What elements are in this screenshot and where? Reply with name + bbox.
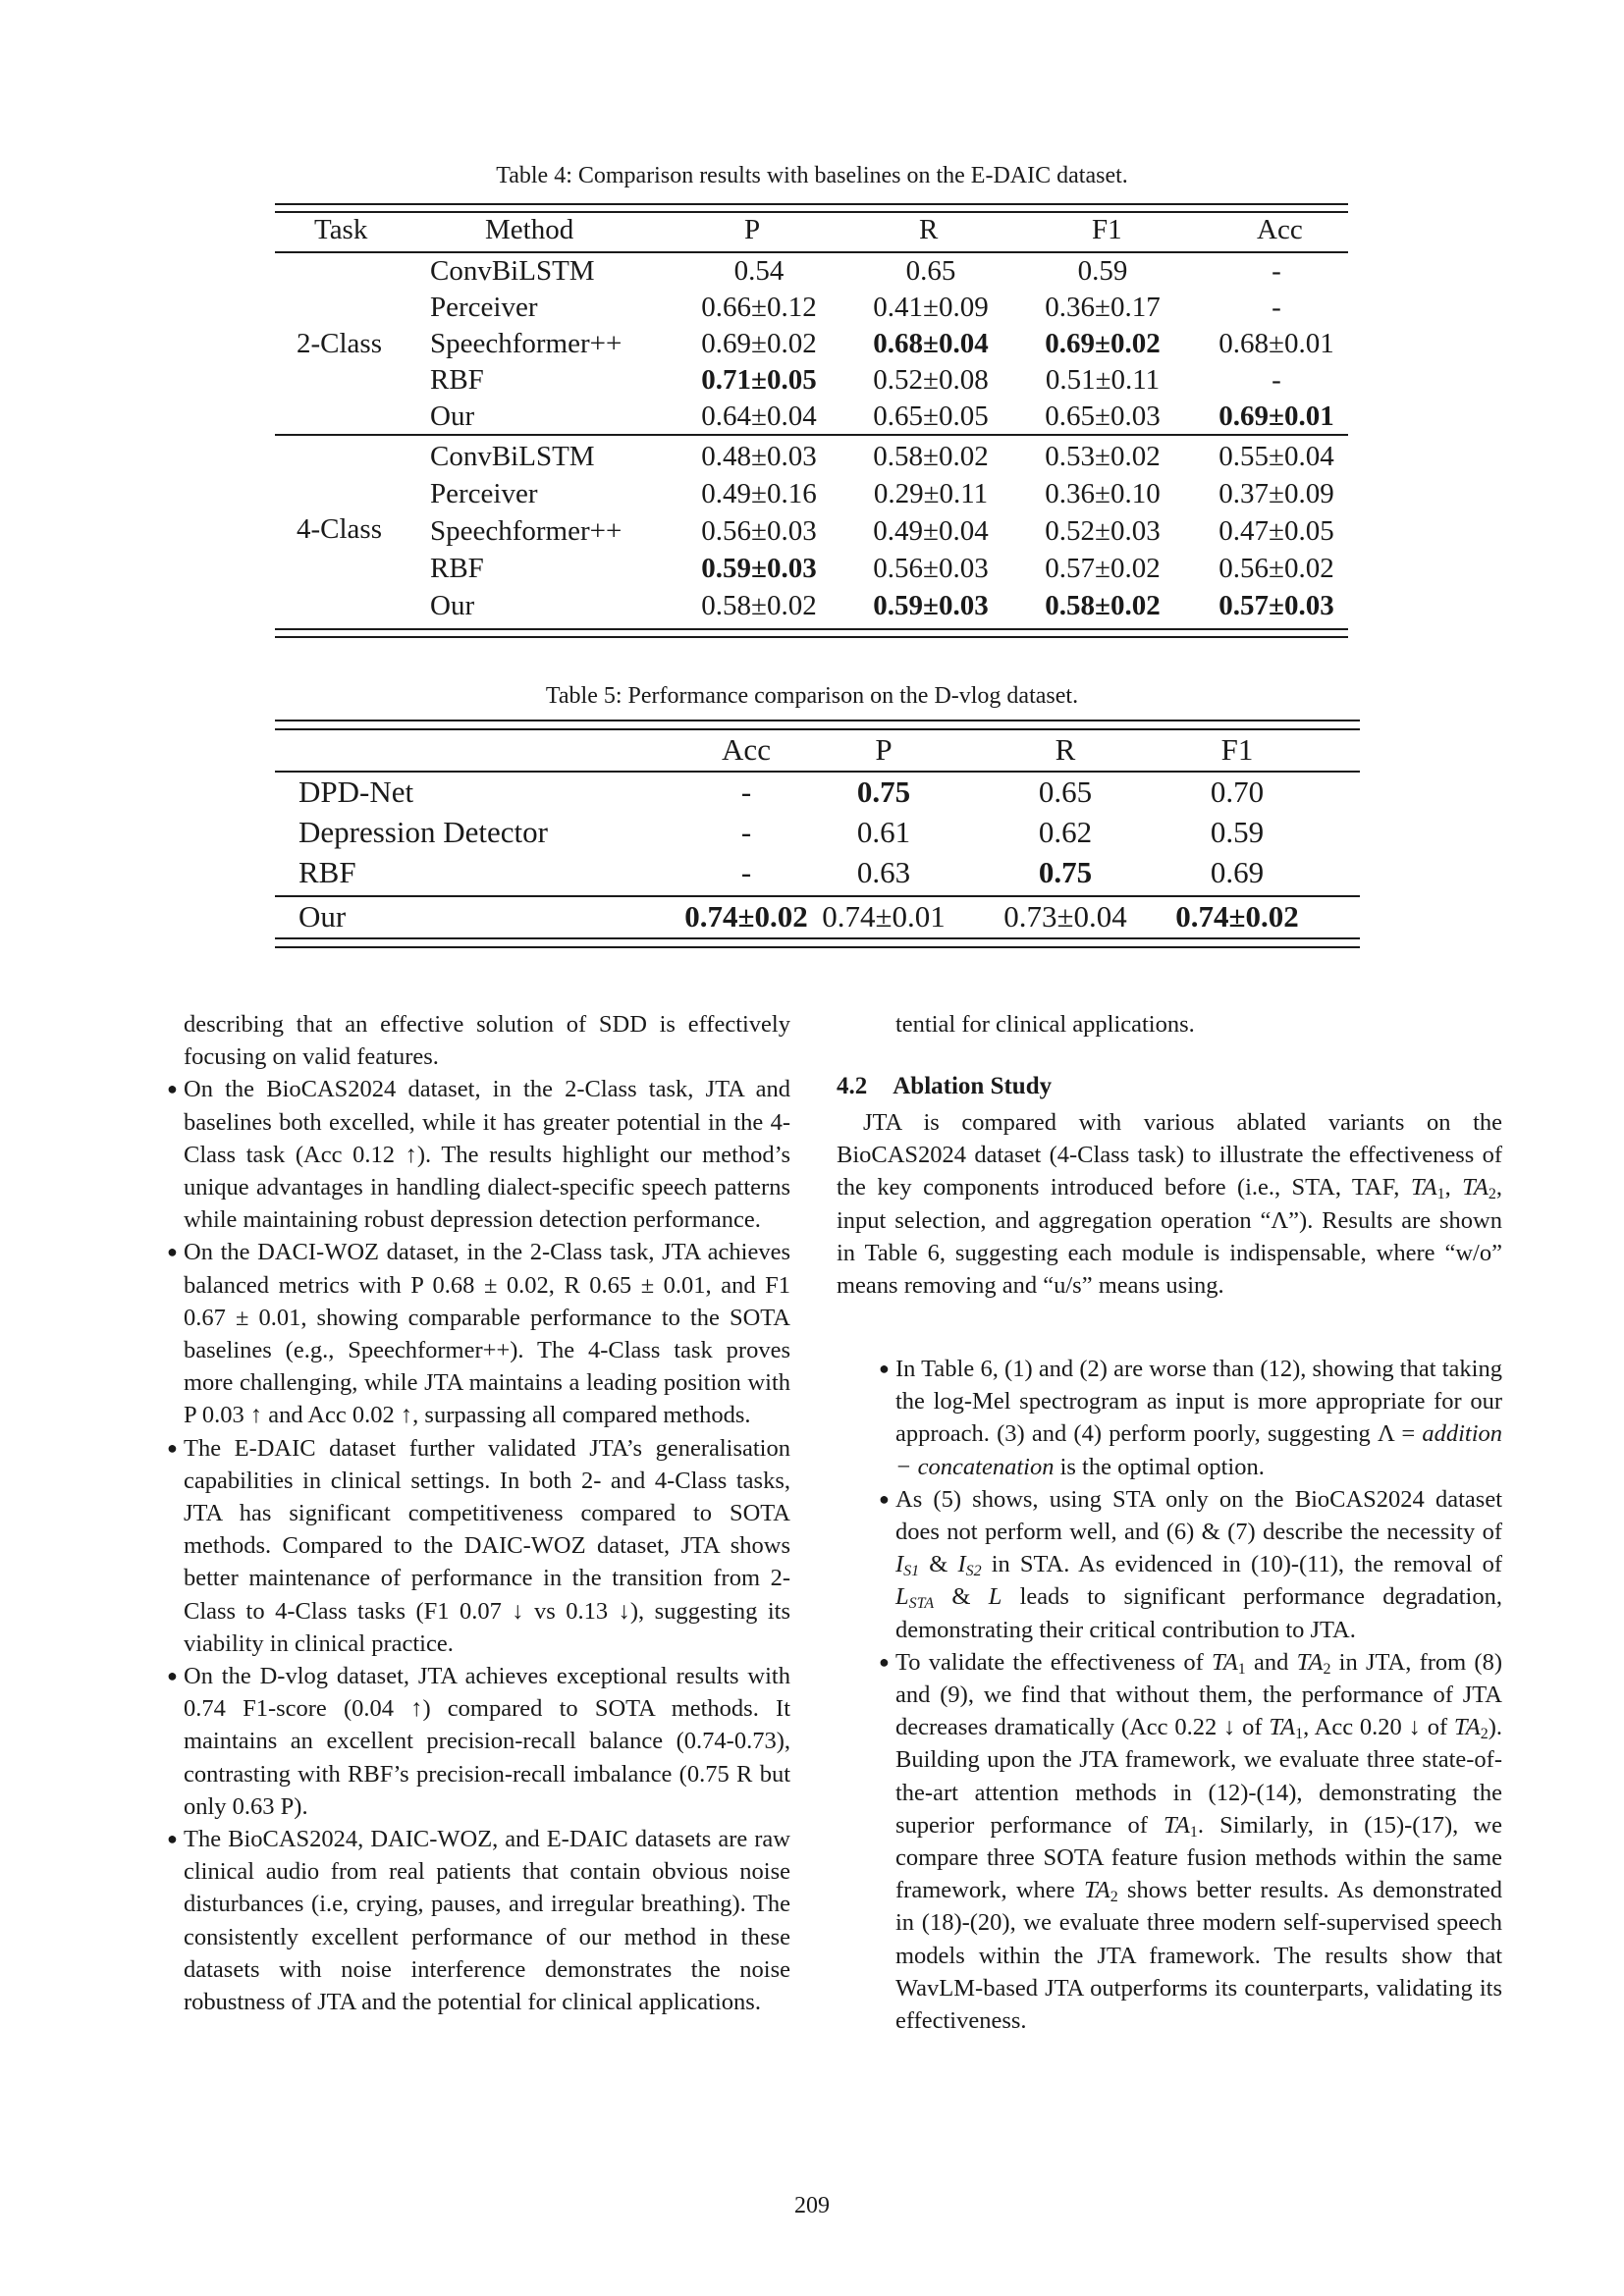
table4-group-2class [275, 255, 1348, 434]
math-sub: S1 [903, 1563, 920, 1580]
table-row [275, 441, 1348, 478]
bullet-text: The E-DAIC dataset further validated JTA’s generalisation capabilities in clinical settings. In both 2- and 4-Class tasks, JTA has significant competitiveness compared to SOTA methods. Compared to the DAIC-WOZ dataset, JTA shows better maintenance of performance in the transition from 2-Class to 4-Class tasks (F1 0.07 ↓ vs 0.13 ↓), suggesting its viability in clinical practice. [184, 1434, 790, 1657]
f1-cell-best: 0.58±0.02 [1045, 590, 1161, 621]
table5-top-rule-1 [275, 720, 1360, 721]
text-span: ). Building upon the JTA framework, we evaluate three state-of-the-art attention methods in (12)-(14), demonstrating the superior performance of [895, 1714, 1502, 1839]
math-ta: TA [1410, 1174, 1437, 1201]
intro-text-b: , input selection, and aggregation operation “Λ”). Results are shown in Table 6, suggesting each module is indispensable, where “w/o” means removing and “u/s” means using. [837, 1174, 1503, 1300]
f1-cell: 0.53±0.02 [1045, 441, 1161, 472]
r-cell: 0.52±0.08 [873, 364, 989, 396]
acc-cell: - [740, 815, 752, 849]
math-sub: STA [908, 1595, 935, 1613]
table4-header-p: P [744, 214, 761, 245]
method-cell: Our [430, 400, 475, 432]
text-span: , Acc 0.20 ↓ of [1303, 1714, 1454, 1741]
r-cell: 0.56±0.03 [873, 553, 989, 584]
method-cell: RBF [430, 553, 484, 584]
text-span: & [934, 1583, 989, 1611]
f1-cell: 0.36±0.17 [1045, 292, 1161, 323]
acc-cell-best: 0.69±0.01 [1218, 400, 1334, 432]
p-cell-best: 0.75 [856, 774, 911, 809]
p-cell: 0.49±0.16 [701, 478, 817, 509]
math-sub: 2 [1323, 1660, 1331, 1678]
math-ta: TA [1462, 1174, 1489, 1201]
table4-header-rule [275, 251, 1348, 253]
page-number: 209 [794, 2193, 830, 2218]
table5-caption: Table 5: Performance comparison on the D-vlog dataset. [545, 683, 1079, 709]
r-cell: 0.62 [1038, 815, 1093, 849]
p-cell: 0.63 [856, 855, 911, 889]
list-item [879, 1646, 1502, 2037]
r-cell: 0.65 [905, 255, 956, 287]
bullet-text: The BioCAS2024, DAIC-WOZ, and E-DAIC datasets are raw clinical audio from real patients that contain obvious noise disturbances (i.e, crying, pauses, and irregular breathing). The consistently excellent performance of our method in these datasets with noise interference demonstrates the noise robustness of JTA and the potential for clinical applications. [184, 1826, 790, 2016]
text-span: . Similarly, in (15)-(17), we compare three SOTA feature fusion methods within the same framework, where [895, 1811, 1502, 1904]
math-sub: 1 [1436, 1186, 1445, 1203]
bullet-text: On the BioCAS2024 dataset, in the 2-Class task, JTA and baselines both excelled, while it has greater potential in the 4-Class task (Acc 0.12 ↑). The results highlight our method’s unique advantages in handling dialect-specific speech patterns while maintaining robust depression detection performance. [184, 1076, 790, 1234]
math-l: L [988, 1583, 1002, 1611]
method-cell: RBF [298, 855, 356, 889]
table-row [275, 328, 1348, 365]
r-cell: 0.58±0.02 [873, 441, 989, 472]
list-item [879, 1353, 1502, 1483]
acc-cell-best: 0.57±0.03 [1218, 590, 1334, 621]
table4-group-4class [275, 441, 1348, 627]
ablation-bullets [879, 1353, 1502, 2037]
f1-cell: 0.65±0.03 [1045, 400, 1161, 432]
table-row [275, 478, 1348, 515]
intro-text-a: JTA is compared with various ablated variants on the BioCAS2024 dataset (4-Class task) to illustrate the effectiveness of the key components introduced before (i.e., STA, TAF, [837, 1109, 1502, 1201]
method-cell: Our [430, 590, 475, 621]
method-cell: Speechformer++ [430, 328, 623, 359]
text-span: and [1245, 1648, 1297, 1676]
table-row [275, 855, 1360, 896]
p-cell: 0.66±0.12 [701, 292, 817, 323]
p-cell-best: 0.59±0.03 [701, 553, 817, 584]
table5-header-p: P [875, 732, 893, 767]
acc-cell: 0.68±0.01 [1218, 328, 1334, 359]
text-span: To validate the effectiveness of [895, 1648, 1213, 1676]
text-span: As (5) shows, using STA only on the BioCAS2024 dataset does not perform well, and (6) & (7) describe the necessity of [895, 1485, 1502, 1546]
math-ta: TA [1164, 1811, 1190, 1839]
table5-header-f1: F1 [1220, 732, 1254, 767]
table-row [275, 815, 1360, 856]
table-row [275, 515, 1348, 553]
p-cell: 0.61 [856, 815, 911, 849]
p-cell: 0.48±0.03 [701, 441, 817, 472]
left-continuation-paragraph: describing that an effective solution of SDD is effectively focusing on valid features. [184, 1011, 790, 1071]
math-sub: 1 [1237, 1660, 1246, 1678]
table5-header-r: R [1055, 732, 1076, 767]
intro-paragraph [837, 1106, 1502, 1302]
r-cell-best: 0.75 [1038, 855, 1093, 889]
f1-cell-best: 0.69±0.02 [1045, 328, 1161, 359]
table4-task-label: 2-Class [297, 328, 382, 359]
table-row [275, 400, 1348, 438]
math-sub: 1 [1295, 1726, 1304, 1743]
table-row [275, 255, 1348, 293]
bullet-text: On the D-vlog dataset, JTA achieves exceptional results with 0.74 F1-score (0.04 ↑) compared to SOTA methods. It maintains an excellent precision-recall balance (0.74-0.73), contrasting with RBF’s precision-recall imbalance (0.75 R but only 0.63 P). [184, 1663, 790, 1820]
math-sub: 2 [1488, 1186, 1496, 1203]
f1-cell: 0.59 [1210, 815, 1265, 849]
table4-header-r: R [919, 214, 939, 245]
table4-task-label: 4-Class [297, 513, 382, 545]
math-l: L [895, 1583, 909, 1611]
left-column [167, 1008, 790, 2018]
bullet-icon: ● [879, 1488, 890, 1509]
math-sub: S2 [965, 1563, 982, 1580]
f1-cell: 0.57±0.02 [1045, 553, 1161, 584]
math-ta: TA [1212, 1648, 1238, 1676]
text-span: In Table 6, (1) and (2) are worse than (12), showing that taking the log-Mel spectrogram as input is more appropriate for our approach. (3) and (4) perform poorly, suggesting Λ = [895, 1356, 1502, 1448]
text-span: in JTA, from (8) and (9), we find that without them, the performance of JTA decreases dramatically (Acc 0.22 ↓ of [895, 1648, 1502, 1741]
table4-header [275, 214, 1348, 251]
table4-top-rule-1 [275, 203, 1348, 205]
acc-cell: - [1272, 364, 1281, 396]
method-cell: RBF [430, 364, 484, 396]
bullet-icon: ● [167, 1437, 178, 1458]
method-cell: Our [298, 899, 347, 934]
table5-header [275, 732, 1360, 772]
bullet-icon: ● [879, 1651, 890, 1672]
p-cell: 0.64±0.04 [701, 400, 817, 432]
acc-cell: - [740, 855, 752, 889]
list-item [167, 1432, 790, 1660]
p-cell: 0.69±0.02 [701, 328, 817, 359]
list-item [879, 1483, 1502, 1646]
text-span: leads to significant performance degradation, demonstrating their critical contribution to JTA. [895, 1583, 1502, 1643]
bullet-text: On the DACI-WOZ dataset, in the 2-Class task, JTA achieves balanced metrics with P 0.68 ± 0.02, R 0.65 ± 0.01, and F1 0.67 ± 0.01, showing comparable performance to the SOTA baselines (e.g., Speechformer++). The 4-Class task proves more challenging, while JTA maintains a leading position with P 0.03 ↑ and Acc 0.02 ↑, surpassing all compared methods. [184, 1239, 790, 1429]
method-cell: ConvBiLSTM [430, 441, 595, 472]
method-cell: Speechformer++ [430, 515, 623, 547]
acc-cell: 0.47±0.05 [1218, 515, 1334, 547]
table4-top-rule-2 [275, 211, 1348, 213]
table-row [275, 292, 1348, 329]
bullet-icon: ● [167, 1079, 178, 1099]
bullet-text [895, 1353, 1502, 1483]
p-cell: 0.58±0.02 [701, 590, 817, 621]
math-expression: addition − concatenation [895, 1420, 1502, 1480]
math-i: I [957, 1551, 966, 1578]
method-cell: DPD-Net [298, 774, 414, 809]
f1-cell: 0.36±0.10 [1045, 478, 1161, 509]
section-heading [837, 1073, 1052, 1100]
text-span: shows better results. As demonstrated in (18)-(20), we evaluate three modern self-supervised speech models within the JTA framework. The results show that WavLM-based JTA outperforms its counterparts, validating its effectiveness. [895, 1877, 1502, 2035]
list-item [167, 1236, 790, 1431]
table4-bottom-rule-1 [275, 628, 1348, 630]
math-sub: 2 [1110, 1889, 1118, 1906]
math-sub: 2 [1480, 1726, 1489, 1743]
list-item [167, 1660, 790, 1823]
method-cell: ConvBiLSTM [430, 255, 595, 287]
f1-cell: 0.59 [1077, 255, 1128, 287]
r-cell: 0.73±0.04 [1003, 899, 1127, 934]
bullet-text [895, 1483, 1502, 1646]
acc-cell: 0.55±0.04 [1218, 441, 1334, 472]
table-row-our [275, 899, 1360, 938]
p-cell-best: 0.71±0.05 [701, 364, 817, 396]
bullet-text [895, 1646, 1502, 2037]
table-row [275, 774, 1360, 816]
f1-cell: 0.70 [1210, 774, 1265, 809]
r-cell-best: 0.59±0.03 [873, 590, 989, 621]
math-i: I [895, 1551, 904, 1578]
text-span: & [919, 1551, 958, 1578]
section-title: Ablation Study [893, 1073, 1053, 1099]
table5-bottom-rule-2 [275, 946, 1360, 948]
list-item [167, 1823, 790, 2018]
method-cell: Depression Detector [298, 815, 548, 849]
text-span: in STA. As evidenced in (10)-(11), the removal of [981, 1551, 1502, 1578]
ablation-intro [837, 1106, 1502, 1302]
right-continuation [895, 1008, 1502, 1041]
list-item [167, 1073, 790, 1236]
table-row [275, 553, 1348, 590]
acc-cell-best: 0.74±0.02 [684, 899, 808, 934]
table4-header-acc: Acc [1257, 214, 1303, 245]
acc-cell: - [1272, 292, 1281, 323]
table5-body [275, 774, 1360, 896]
acc-cell: - [740, 774, 752, 809]
acc-cell: 0.56±0.02 [1218, 553, 1334, 584]
f1-cell-best: 0.74±0.02 [1175, 899, 1299, 934]
table-row [275, 364, 1348, 401]
math-ta: TA [1269, 1714, 1296, 1741]
bullet-icon: ● [879, 1359, 890, 1378]
r-cell: 0.49±0.04 [873, 515, 989, 547]
acc-cell: 0.37±0.09 [1218, 478, 1334, 509]
table4-header-task: Task [314, 214, 368, 245]
f1-cell: 0.52±0.03 [1045, 515, 1161, 547]
table4-header-f1: F1 [1092, 214, 1122, 245]
table4-header-method: Method [485, 214, 574, 245]
table4-caption: Table 4: Comparison results with baselines on the E-DAIC dataset. [496, 163, 1128, 188]
r-cell: 0.41±0.09 [873, 292, 989, 323]
p-cell: 0.54 [733, 255, 785, 287]
table5-top-rule-2 [275, 728, 1360, 730]
text-span: is the optimal option. [1054, 1453, 1265, 1480]
math-ta: TA [1083, 1877, 1110, 1904]
p-cell: 0.56±0.03 [701, 515, 817, 547]
r-cell-best: 0.68±0.04 [873, 328, 989, 359]
bullet-icon: ● [167, 1829, 178, 1849]
bullet-icon: ● [167, 1666, 178, 1686]
table4-bottom-rule-2 [275, 636, 1348, 638]
intro-sep: , [1444, 1174, 1463, 1201]
bullet-icon: ● [167, 1242, 178, 1262]
math-ta: TA [1453, 1714, 1481, 1741]
math-sub: 1 [1189, 1823, 1198, 1841]
right-continuation-text: tential for clinical applications. [895, 1011, 1195, 1038]
method-cell: Perceiver [430, 478, 538, 509]
r-cell: 0.29±0.11 [873, 478, 989, 509]
p-cell: 0.74±0.01 [822, 899, 946, 934]
math-ta: TA [1296, 1648, 1324, 1676]
f1-cell: 0.69 [1210, 855, 1265, 889]
acc-cell: - [1272, 255, 1281, 287]
r-cell: 0.65 [1038, 774, 1093, 809]
r-cell: 0.65±0.05 [873, 400, 989, 432]
f1-cell: 0.51±0.11 [1045, 364, 1161, 396]
section-number: 4.2 [837, 1073, 868, 1099]
method-cell: Perceiver [430, 292, 538, 323]
table5-header-acc: Acc [722, 732, 771, 767]
table-row [275, 590, 1348, 627]
